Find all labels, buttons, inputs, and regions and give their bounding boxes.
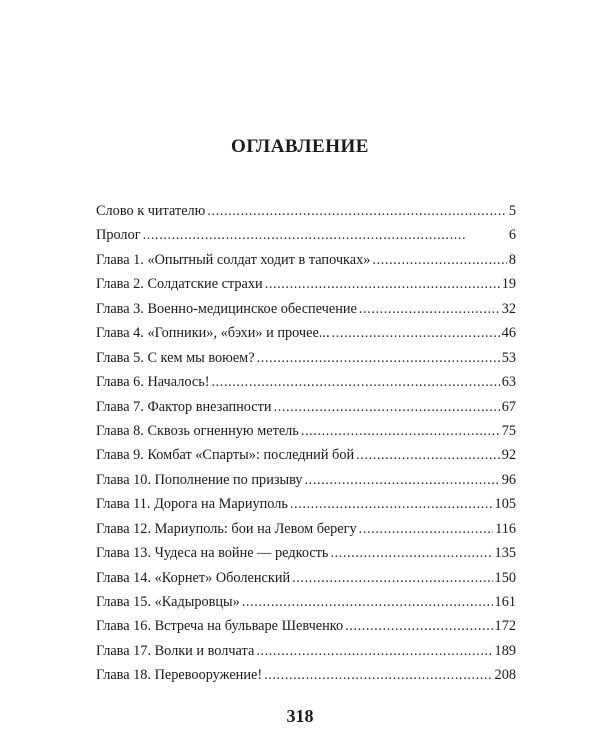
toc-entry-title: Глава 10. Пополнение по призыву: [96, 471, 303, 488]
toc-entry-page: 19: [501, 276, 516, 293]
toc-entry-title: Глава 16. Встреча на бульваре Шевченко: [96, 618, 344, 635]
toc-entry-title: Глава 1. «Опытный солдат ходит в тапочках»: [96, 251, 371, 268]
toc-entry: [96, 321, 516, 345]
toc-entry-page: 189: [494, 642, 516, 659]
toc-leader-dots: [264, 663, 492, 687]
toc-entry-title: Глава 5. С кем мы воюем?: [96, 349, 255, 366]
toc-entry: [96, 395, 516, 419]
toc-entry-title: Глава 8. Сквозь огненную метель: [96, 422, 299, 439]
toc-entry-title: Глава 13. Чудеса на войне — редкость: [96, 545, 329, 562]
toc-entry-page: 105: [494, 496, 516, 513]
toc-entry: [96, 272, 516, 296]
toc-leader-dots: [301, 419, 500, 443]
toc-entry: [96, 297, 516, 321]
toc-entry-page: 63: [501, 374, 516, 391]
toc-leader-dots: [359, 297, 500, 321]
toc-entry-page: 96: [501, 471, 516, 488]
toc-leader-dots: [372, 248, 506, 272]
toc-entry-title: Глава 15. «Кадыровцы»: [96, 594, 240, 610]
toc-entry-title: Глава 17. Волки и волчата: [96, 642, 255, 659]
toc-entry-page: 161: [494, 594, 516, 610]
toc-entry-page: 67: [501, 398, 516, 415]
toc-entry: [96, 223, 516, 247]
toc-leader-dots: [330, 541, 492, 565]
page-number: 318: [286, 706, 314, 726]
toc-leader-dots: [359, 517, 493, 541]
toc-entry-title: Глава 3. Военно-медицинское обеспечение: [96, 300, 357, 317]
page-heading: ОГЛАВЛЕНИЕ: [231, 136, 369, 157]
toc-entry-title: Глава 6. Началось!: [96, 374, 210, 391]
toc-entry-page: 172: [494, 618, 516, 635]
toc-entry-page: 6: [508, 227, 516, 244]
toc-leader-dots: [345, 614, 492, 638]
toc-entry-title: Пролог: [96, 227, 141, 244]
toc-leader-dots: [207, 199, 506, 223]
toc-entry-title: Глава 11. Дорога на Мариуполь: [96, 496, 288, 513]
toc-entry-page: 8: [508, 251, 516, 268]
toc-entry: [96, 346, 516, 370]
toc-entry-page: 5: [508, 203, 516, 219]
toc-entry-page: 53: [501, 349, 516, 366]
toc-entry: [96, 517, 516, 541]
toc-leader-dots: [274, 395, 500, 419]
toc-entry: [96, 248, 516, 272]
toc-entry: [96, 541, 516, 565]
toc-leader-dots: [257, 346, 500, 370]
toc-entry: [96, 492, 516, 516]
toc-entry: [96, 663, 516, 687]
toc-entry-page: 75: [501, 422, 516, 439]
toc-entry: [96, 639, 516, 663]
toc-entry: [96, 468, 516, 492]
toc-entry-title: Глава 7. Фактор внезапности: [96, 398, 272, 415]
toc-leader-dots: [292, 566, 492, 590]
toc-entry-page: 135: [494, 545, 516, 562]
toc-entry-page: 46: [501, 325, 516, 342]
toc-entry: [96, 614, 516, 638]
toc-entry: [96, 419, 516, 443]
toc-entry-page: 208: [494, 667, 516, 684]
toc-entry-title: Глава 9. Комбат «Спарты»: последний бой: [96, 447, 355, 464]
toc-leader-dots: [305, 468, 500, 492]
toc-entry-title: Глава 12. Мариуполь: бои на Левом берегу: [96, 520, 357, 537]
toc-entry-title: Глава 14. «Корнет» Оболенский: [96, 569, 291, 586]
toc-entry-title: Глава 4. «Гопники», «бэхи» и прочее...: [96, 325, 330, 342]
toc-entry-page: 92: [501, 447, 516, 464]
toc-leader-dots: [332, 321, 500, 345]
toc-leader-dots: [356, 443, 500, 467]
toc-entry: [96, 370, 516, 394]
table-of-contents: [96, 199, 516, 688]
toc-entry: [96, 566, 516, 590]
toc-leader-dots: [211, 370, 499, 394]
toc-entry: [96, 590, 516, 614]
toc-entry-page: 116: [495, 520, 516, 537]
toc-entry: [96, 443, 516, 467]
toc-leader-dots: [265, 272, 500, 296]
toc-entry-title: Слово к читателю: [96, 203, 206, 219]
toc-leader-dots: [290, 492, 493, 516]
toc-leader-dots: [242, 590, 493, 614]
toc-entry-title: Глава 18. Перевооружение!: [96, 667, 263, 684]
toc-entry-page: 32: [501, 300, 516, 317]
toc-leader-dots: [256, 639, 492, 663]
toc-leader-dots: [143, 223, 507, 247]
toc-entry: [96, 199, 516, 223]
toc-entry-page: 150: [494, 569, 516, 586]
toc-entry-title: Глава 2. Солдатские страхи: [96, 276, 263, 293]
